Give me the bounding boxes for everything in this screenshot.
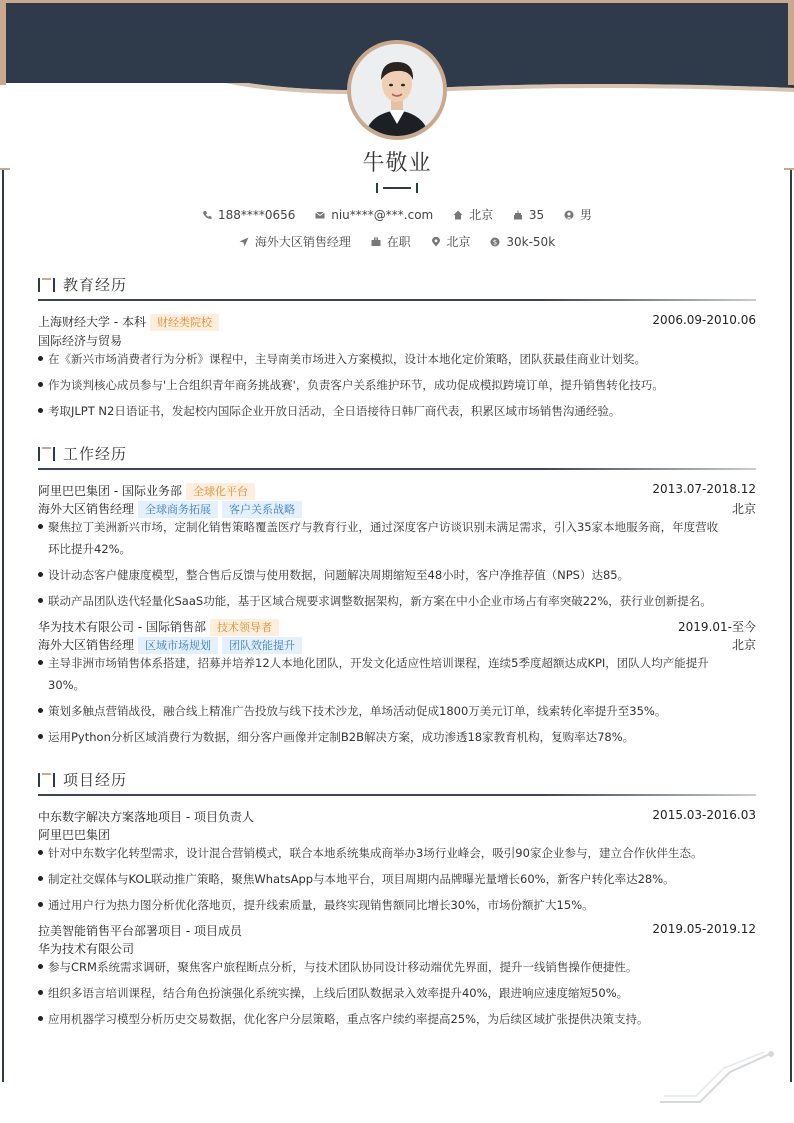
project-org: 阿里巴巴集团 (38, 828, 111, 842)
project-title: 拉美智能销售平台部署项目 - 项目成员 (38, 924, 242, 938)
salary-item: $ 30k-50k (490, 235, 555, 249)
project-bullet: 参与CRM系统需求调研，聚焦客户旅程断点分析，与技术团队协同设计移动端优先界面，提升一线销售操作便捷性。 (38, 956, 754, 978)
work-city: 北京 (731, 638, 756, 652)
footer-decoration (660, 1050, 780, 1110)
work-header-row (38, 618, 756, 636)
phone-icon (202, 210, 212, 220)
work-section-header (38, 443, 756, 467)
role: 海外大区销售经理 (38, 502, 135, 516)
age-item: 35 (513, 208, 544, 222)
work-header-row (38, 482, 756, 500)
send-icon (239, 237, 249, 247)
contact-info-row (0, 206, 794, 223)
section-title: 工作经历 (63, 445, 128, 463)
avatar-photo (351, 44, 443, 136)
work-period: 2019.01-至今 (678, 620, 756, 634)
project-org: 华为技术有限公司 (38, 942, 135, 956)
work-city: 北京 (731, 502, 756, 516)
education-bullet: 作为谈判核心成员参与'上合组织青年商务挑战赛'，负责客户关系维护环节，成功促成模拟跨境订单，提升销售转化技巧。 (38, 374, 754, 396)
role-tag: 全球商务拓展 (138, 501, 218, 518)
project-period: 2015.03-2016.03 (652, 808, 756, 822)
education-header-row (38, 313, 756, 331)
home-icon (453, 210, 463, 220)
target-city-item: 北京 (431, 233, 471, 250)
section-rule (38, 794, 756, 796)
section-title: 项目经历 (63, 771, 128, 789)
school-tag: 财经类院校 (150, 314, 219, 331)
project-period: 2019.05-2019.12 (652, 922, 756, 936)
name-divider (375, 182, 419, 194)
work-bullet-continuation: 环比提升42%。 (48, 542, 132, 556)
role-tag: 团队效能提升 (222, 637, 302, 654)
avatar (347, 40, 447, 140)
gender-item: 男 (564, 206, 592, 223)
section-mark-icon (38, 278, 56, 292)
role-tag: 客户关系战略 (222, 501, 302, 518)
city-item: 北京 (453, 206, 493, 223)
role-tag: 区域市场规划 (138, 637, 218, 654)
project-section-header (38, 769, 756, 793)
project-bullet: 通过用户行为热力图分析优化落地页，提升线索质量，最终实现销售额同比增长30%，市场份额扩大15%。 (38, 894, 754, 916)
project-bullet: 组织多语言培训课程，结合角色扮演强化系统实操，上线后团队数据录入效率提升40%，跟进响应速度缩短50%。 (38, 982, 754, 1004)
svg-text:$: $ (493, 238, 498, 247)
gender-icon (564, 210, 574, 220)
work-bullet: 主导非洲市场销售体系搭建，招募并培养12人本地化团队，开发文化适应性培训课程，连续5季度超额达成KPI，团队人均产能提升 (38, 652, 754, 674)
section-rule (38, 468, 756, 470)
location-pin-icon (431, 237, 441, 247)
money-icon (490, 237, 500, 247)
briefcase-icon (371, 237, 381, 247)
work-bullet-continuation: 30%。 (48, 678, 86, 692)
education-bullet: 在《新兴市场消费者行为分析》课程中，主导南美市场进入方案模拟，设计本地化定价策略，团队获最佳商业计划奖。 (38, 348, 754, 370)
work-period: 2013.07-2018.12 (652, 482, 756, 496)
project-org-row (38, 826, 756, 843)
phone-item: 188****0656 (202, 208, 295, 222)
company-tag: 技术领导者 (210, 619, 279, 636)
work-bullet: 策划多触点营销战役，融合线上精准广告投放与线下技术沙龙，单场活动促成1800万美元订单，线索转化率提升至35%。 (38, 700, 754, 722)
project-bullet: 制定社交媒体与KOL联动推广策略，聚焦WhatsApp与本地平台，项目周期内品牌曝光量增长60%，新客户转化率达28%。 (38, 868, 754, 890)
work-bullet: 聚焦拉丁美洲新兴市场，定制化销售策略覆盖医疗与教育行业，通过深度客户访谈识别未满足需求，引入35家本地服务商，年度营收 (38, 516, 754, 538)
role: 海外大区销售经理 (38, 638, 135, 652)
position-item: 海外大区销售经理 (239, 233, 351, 250)
project-title: 中东数字解决方案落地项目 - 项目负责人 (38, 810, 254, 824)
cake-icon (513, 210, 523, 220)
candidate-name: 牛敬业 (362, 151, 432, 176)
right-border-line (790, 170, 792, 1082)
education-bullet: 考取JLPT N2日语证书，发起校内国际企业开放日活动，全日语接待日韩厂商代表，积累区域市场销售沟通经验。 (38, 400, 754, 422)
education-major-row (38, 332, 756, 349)
section-mark-icon (38, 447, 56, 461)
project-bullet: 针对中东数字化转型需求，设计混合营销模式，联合本地系统集成商举办3场行业峰会，吸引90家企业参与，建立合作伙伴生态。 (38, 842, 754, 864)
project-bullet: 应用机器学习模型分析历史交易数据，优化客户分层策略，重点客户续约率提高25%，为后续区域扩张提供决策支持。 (38, 1008, 754, 1030)
left-border-line (2, 170, 4, 1082)
education-period: 2006.09-2010.06 (652, 313, 756, 327)
company-tag: 全球化平台 (186, 483, 255, 500)
job-intent-row (0, 233, 794, 250)
school-line: 上海财经大学 - 本科 (38, 315, 146, 329)
company-line: 华为技术有限公司 - 国际销售部 (38, 620, 206, 634)
section-mark-icon (38, 773, 56, 787)
project-header-row (38, 922, 756, 939)
email-item: niu****@***.com (315, 208, 433, 222)
section-title: 教育经历 (63, 276, 128, 294)
section-rule (38, 299, 756, 301)
project-org-row (38, 940, 756, 957)
work-bullet: 联动产品团队迭代轻量化SaaS功能，基于区域合规要求调整数据架构，新方案在中小企业市场占有率突破22%，获行业创新提名。 (38, 590, 754, 612)
project-header-row (38, 808, 756, 825)
major: 国际经济与贸易 (38, 334, 123, 348)
mail-icon (315, 210, 325, 220)
work-bullet: 设计动态客户健康度模型，整合售后反馈与使用数据，问题解决周期缩短至48小时，客户净推荐值（NPS）达85。 (38, 564, 754, 586)
company-line: 阿里巴巴集团 - 国际业务部 (38, 484, 182, 498)
education-section-header (38, 274, 756, 298)
work-bullet: 运用Python分析区域消费行为数据，细分客户画像并定制B2B解决方案，成功渗透18家教育机构，复购率达78%。 (38, 726, 754, 748)
status-item: 在职 (371, 233, 411, 250)
